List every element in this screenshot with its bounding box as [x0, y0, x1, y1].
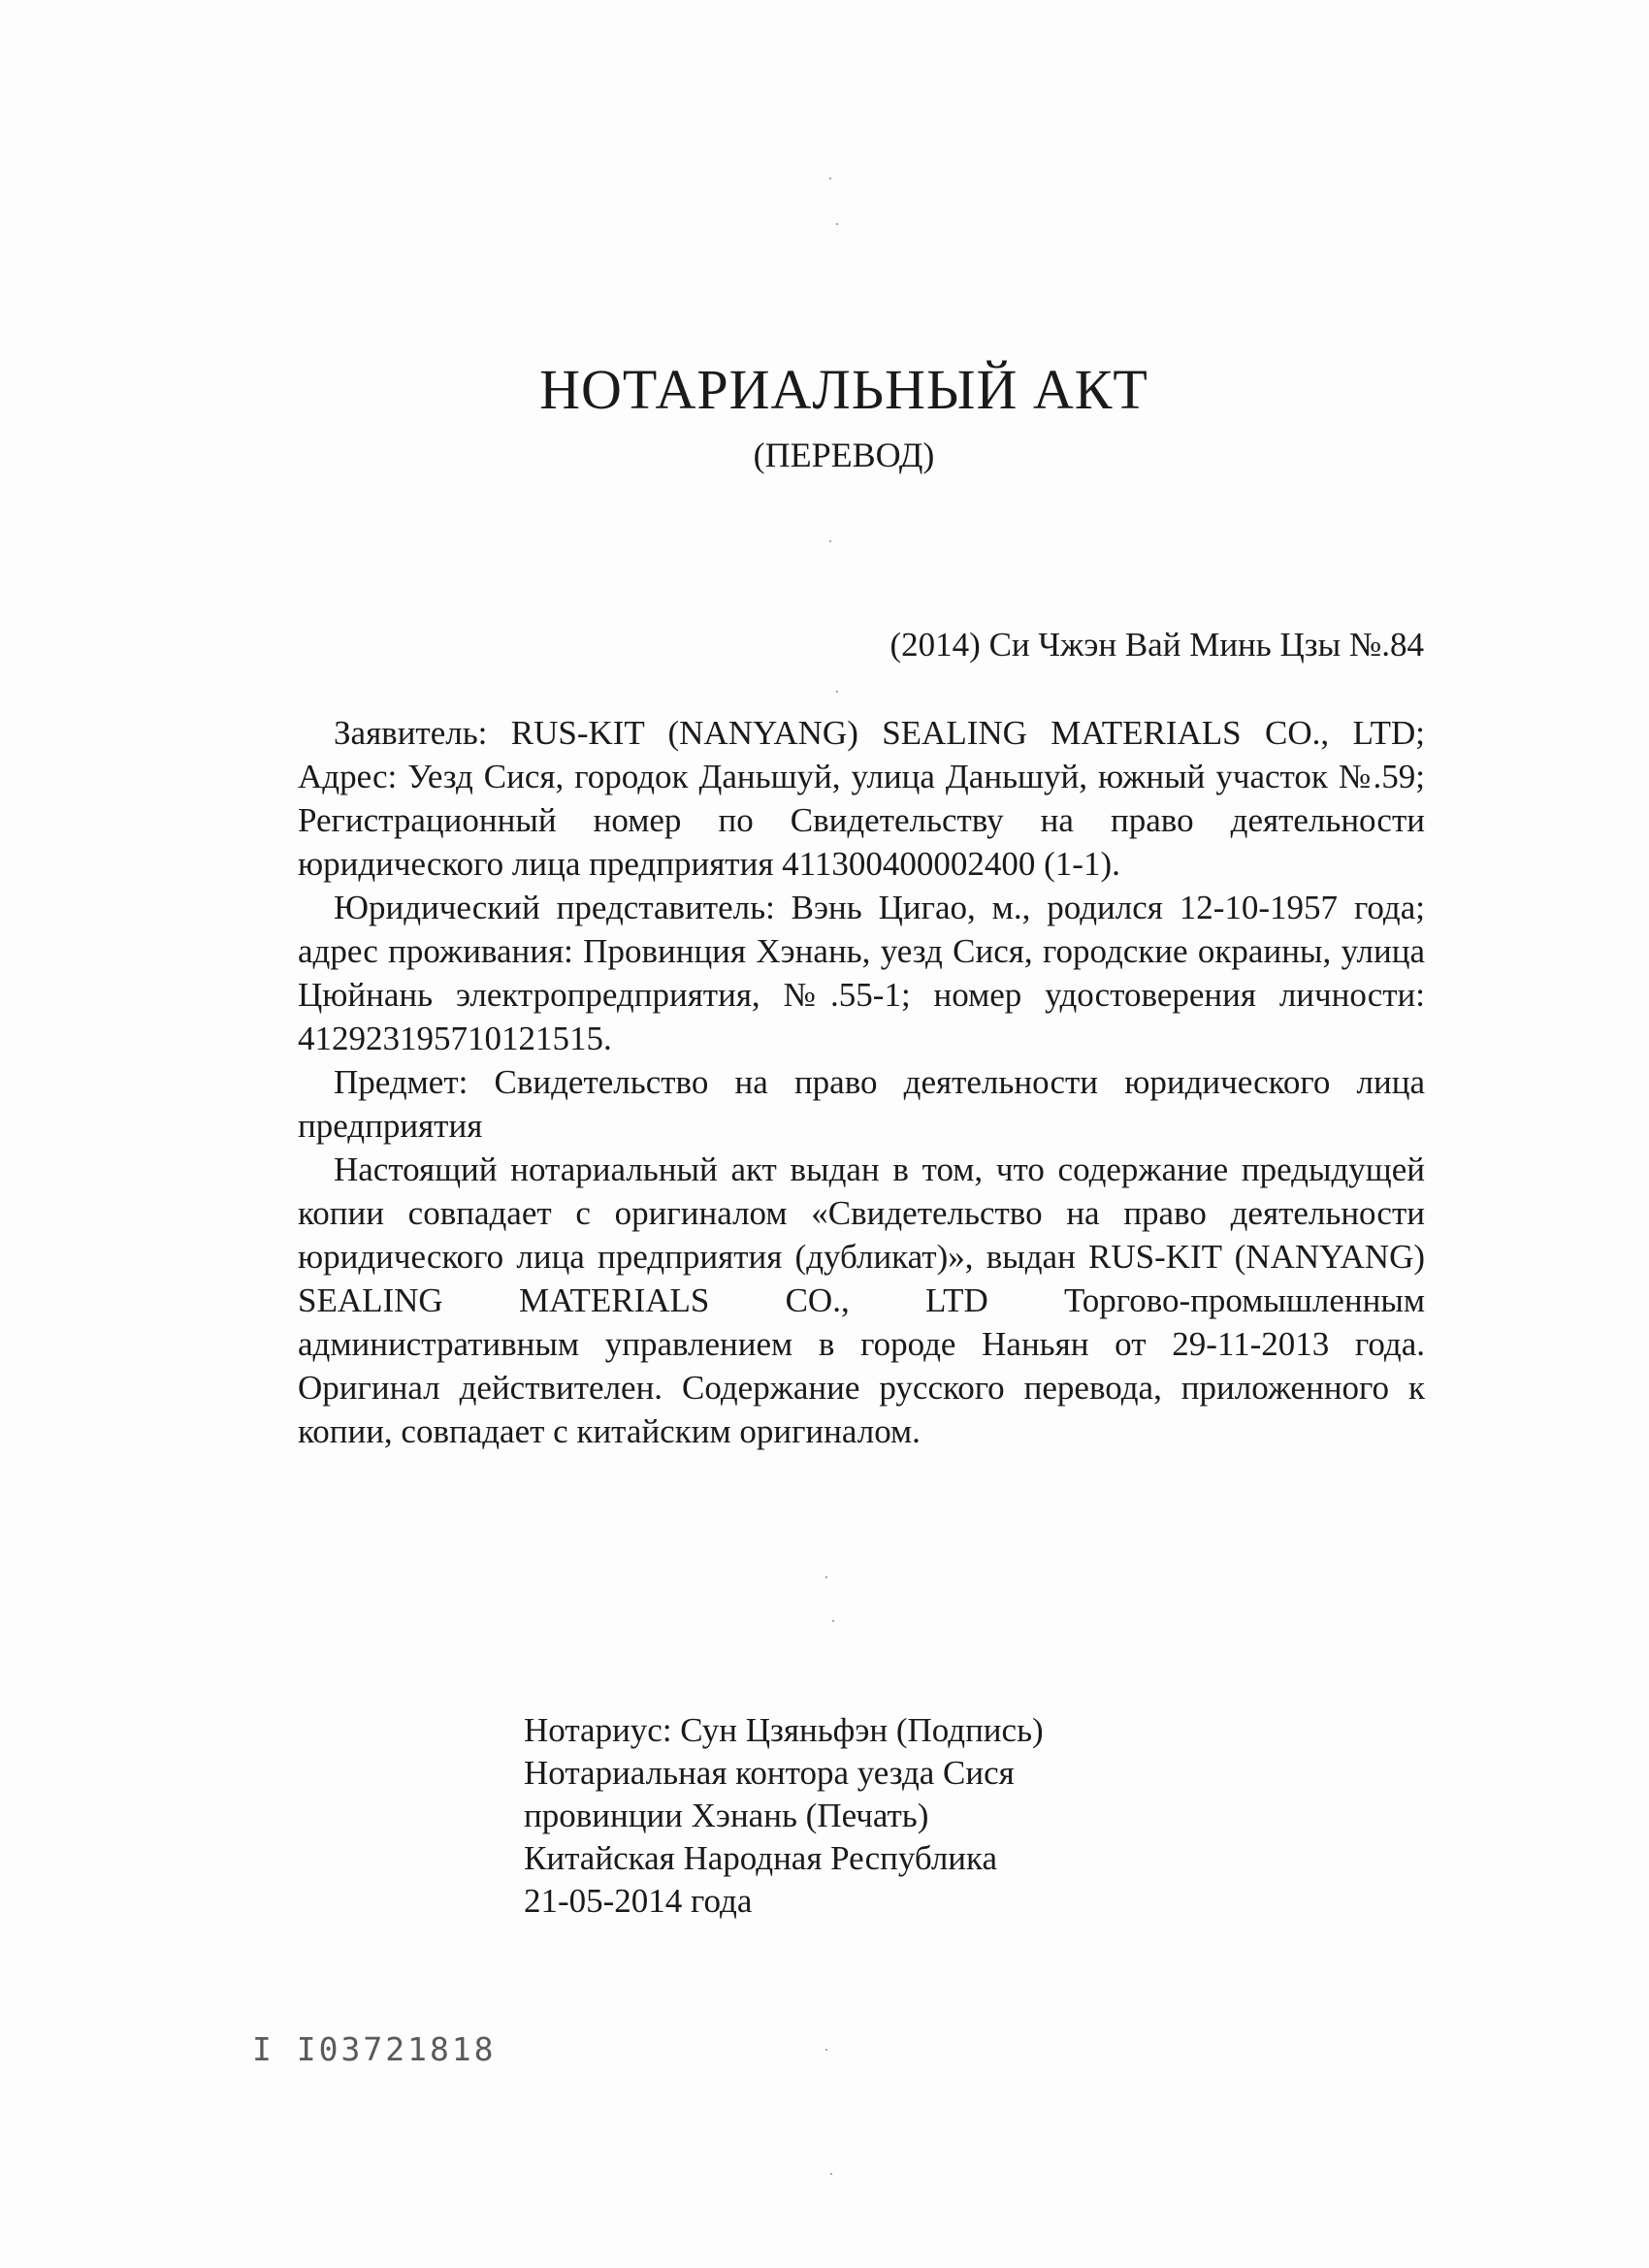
serial-number: I I03721818 [252, 2030, 497, 2068]
document-body [298, 711, 1425, 1453]
office-line-1: Нотариальная контора уезда Сися [524, 1754, 1015, 1792]
scan-speck [836, 223, 838, 225]
certification-paragraph: Настоящий нотариальный акт выдан в том, что содержание предыдущей копии совпадает с оригиналом «Свидетельство на право деятельности юридического лица предприятия (дубликат)», выдан RUS-KIT (NANYANG) SEALING MATERIALS CO., LTD Торгово-промышленным административным управлением в городе Наньян от 29-11-2013 года. Оригинал действителен. Содержание русского перевода, приложенного к копии, совпадает с китайским оригиналом. [298, 1150, 1425, 1450]
scan-speck [825, 2049, 827, 2051]
country-line: Китайская Народная Республика [524, 1839, 998, 1877]
scan-speck [836, 691, 838, 693]
legal-representative-paragraph: Юридический представитель: Вэнь Цигао, м., родился 12-10-1957 года; адрес проживания: Провинция Хэнань, уезд Сися, городские окраины, улица Цюйнань электропредприятия, №.55-1; номер удостоверения личности: 412923195710121515. [298, 889, 1425, 1057]
scan-speck [832, 1620, 834, 1622]
notary-line: Нотариус: Сун Цзяньфэн (Подпись) [524, 1711, 1044, 1749]
document-number: (2014) Си Чжэн Вай Минь Цзы №.84 [889, 626, 1424, 664]
date-line: 21-05-2014 года [524, 1882, 753, 1920]
document-subtitle: (ПЕРЕВОД) [753, 436, 935, 474]
scan-speck [830, 2173, 832, 2175]
office-line-2: провинции Хэнань (Печать) [524, 1797, 929, 1834]
scan-speck [829, 178, 831, 179]
signature-block [524, 1709, 1044, 1923]
subject-paragraph: Предмет: Свидетельство на право деятельности юридического лица предприятия [298, 1063, 1425, 1145]
applicant-paragraph: Заявитель: RUS-KIT (NANYANG) SEALING MATERIALS CO., LTD; Адрес: Уезд Сися, городок Даньшуй, улица Даньшуй, южный участок №.59; Регистрационный номер по Свидетельству на право деятельности юридического лица предприятия 411300400002400 (1-1). [298, 714, 1425, 883]
document-title: НОТАРИАЛЬНЫЙ АКТ [539, 358, 1148, 421]
scan-speck [825, 1576, 827, 1578]
scan-speck [829, 540, 831, 542]
